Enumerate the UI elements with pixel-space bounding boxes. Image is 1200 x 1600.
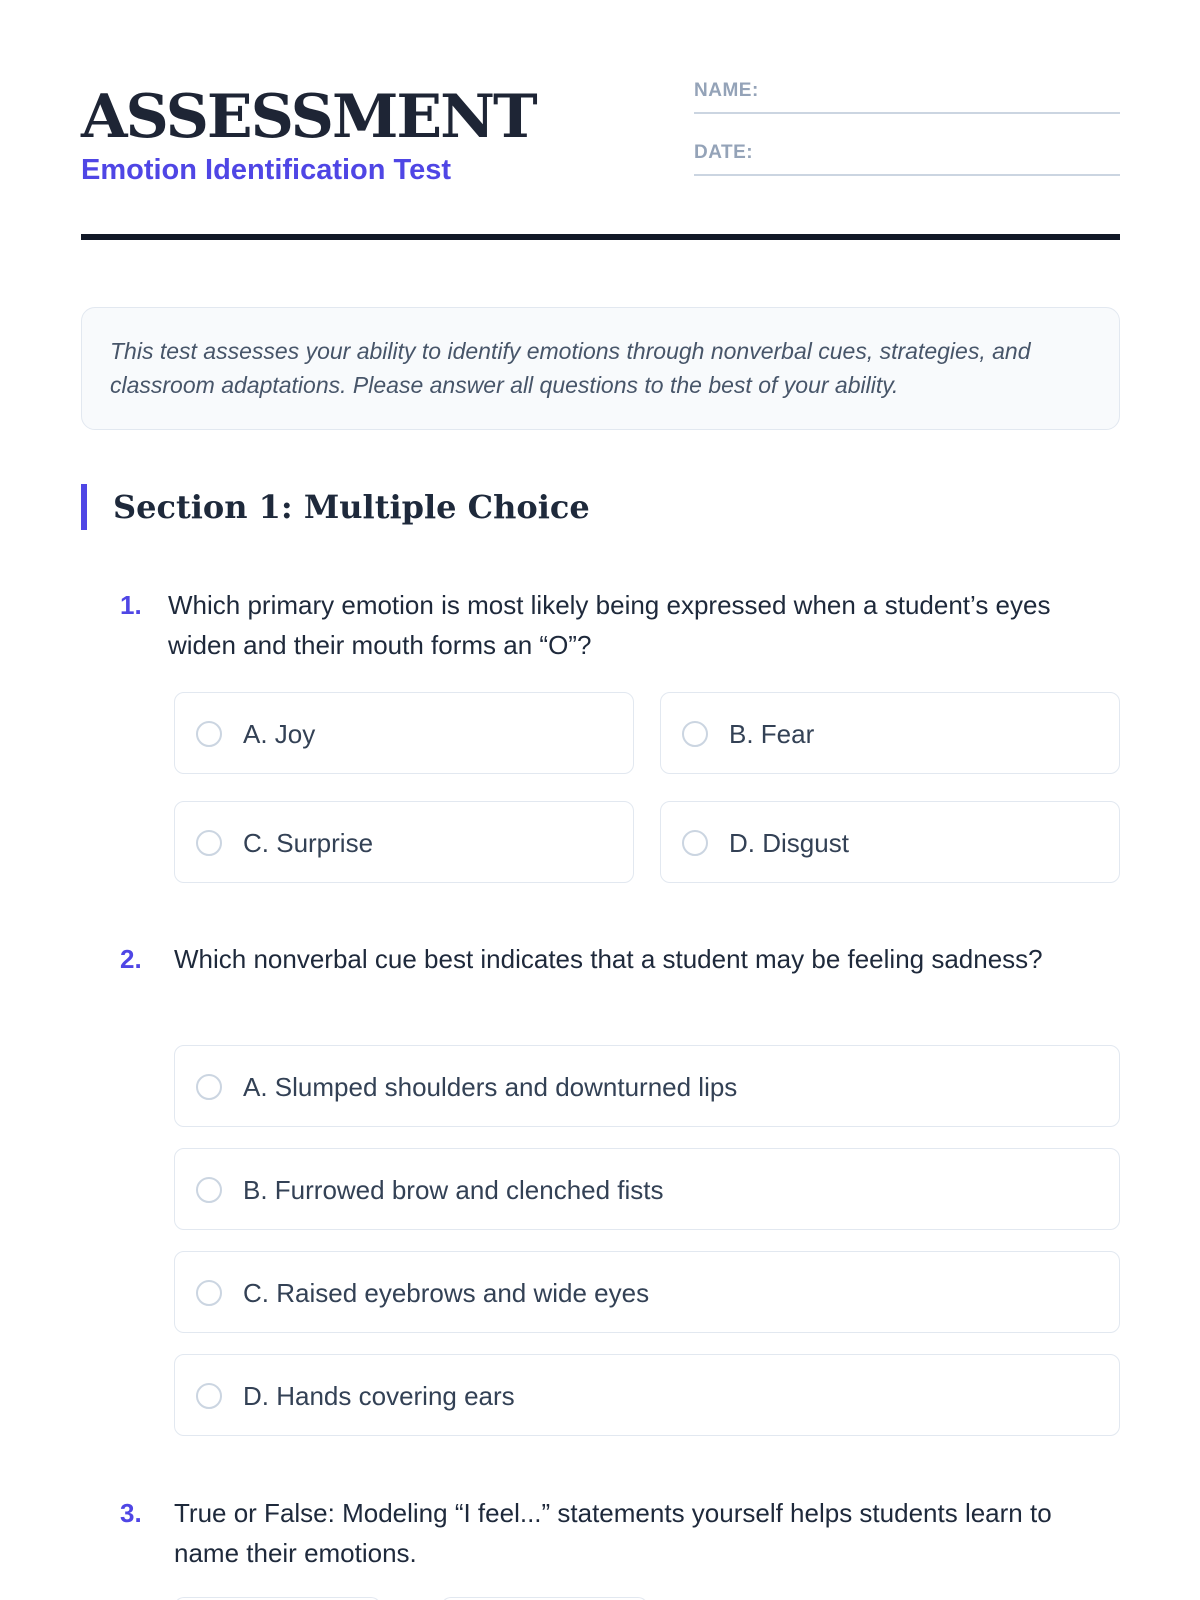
option-label: D. Hands covering ears xyxy=(243,1381,515,1411)
option-q1-c[interactable] xyxy=(174,801,634,883)
name-label: NAME: xyxy=(694,80,759,101)
option-label: C. Surprise xyxy=(243,828,374,858)
option-q1-a[interactable] xyxy=(174,692,634,774)
intro-text: This test assesses your ability to identify emotions through nonverbal cues, strategies, and classroom adaptations. Please answer all questions to the best of your ability. xyxy=(110,338,1031,398)
header xyxy=(81,0,1120,242)
question-number: 1. xyxy=(120,590,142,620)
radio-button[interactable] xyxy=(196,1177,222,1203)
page-title: ASSESSMENT xyxy=(81,82,536,152)
header-divider xyxy=(81,234,1120,240)
date-field[interactable] xyxy=(694,142,1120,176)
date-label: DATE: xyxy=(694,142,754,163)
radio-button[interactable] xyxy=(196,1074,222,1100)
radio-button[interactable] xyxy=(196,830,222,856)
question-number: 3. xyxy=(120,1498,142,1528)
option-q2-a[interactable] xyxy=(174,1045,1120,1127)
question-text: Which nonverbal cue best indicates that a student may be feeling sadness? xyxy=(174,944,1043,974)
radio-button[interactable] xyxy=(196,721,222,747)
option-q1-d[interactable] xyxy=(660,801,1120,883)
radio-button[interactable] xyxy=(196,1280,222,1306)
radio-button[interactable] xyxy=(196,1383,222,1409)
name-field[interactable] xyxy=(694,80,1120,114)
question-text: Which primary emotion is most likely being expressed when a student’s eyes widen and their mouth forms an “O”? xyxy=(168,590,1051,660)
option-q2-c[interactable] xyxy=(174,1251,1120,1333)
option-label: B. Furrowed brow and clenched fists xyxy=(243,1175,664,1205)
page-subtitle: Emotion Identification Test xyxy=(81,154,452,186)
question-text: True or False: Modeling “I feel...” statements yourself helps students learn to name their emotions. xyxy=(174,1498,1052,1568)
option-label: B. Fear xyxy=(729,719,815,749)
section-header xyxy=(81,484,1120,530)
radio-button[interactable] xyxy=(682,830,708,856)
section-title: Section 1: Multiple Choice xyxy=(113,488,590,526)
option-label: A. Slumped shoulders and downturned lips xyxy=(243,1072,738,1102)
question-number: 2. xyxy=(120,944,142,974)
option-label: A. Joy xyxy=(243,719,316,749)
intro-box xyxy=(81,307,1120,430)
option-q2-d[interactable] xyxy=(174,1354,1120,1436)
section-accent-bar xyxy=(81,484,87,530)
assessment-page xyxy=(81,0,1120,1568)
option-q2-b[interactable] xyxy=(174,1148,1120,1230)
option-label: C. Raised eyebrows and wide eyes xyxy=(243,1278,650,1308)
option-label: D. Disgust xyxy=(729,828,849,858)
option-q1-b[interactable] xyxy=(660,692,1120,774)
radio-button[interactable] xyxy=(682,721,708,747)
